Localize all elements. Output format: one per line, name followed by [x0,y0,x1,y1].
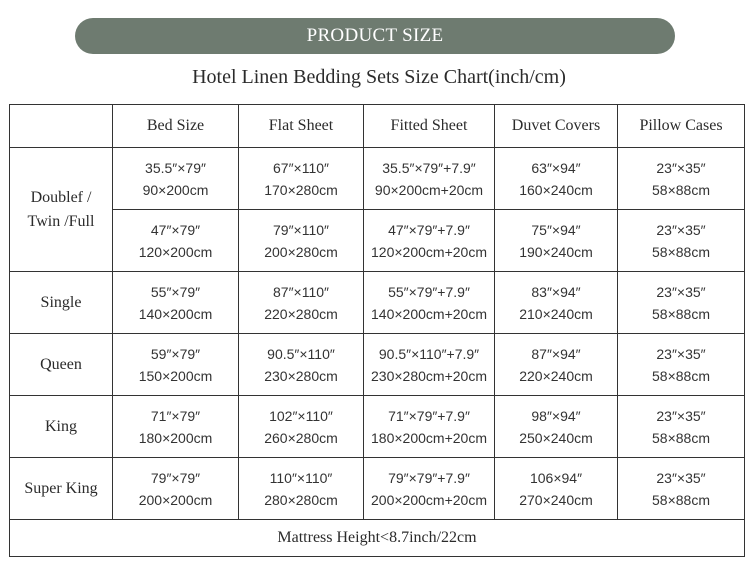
inch-value: 106×94″ [529,469,583,486]
header-duvet-covers: Duvet Covers [495,105,618,148]
bed-size-cell [113,148,239,210]
cm-value: 180×200cm [138,429,213,446]
inch-value: 63″×94″ [531,159,581,176]
pillow-cases-cell [618,210,745,272]
fitted-sheet-cell [364,396,495,458]
table-row [10,396,745,458]
inch-value: 23″×35″ [656,283,706,300]
fitted-sheet-cell [364,458,495,520]
duvet-covers-cell [495,458,618,520]
inch-value: 23″×35″ [656,407,706,424]
pillow-cases-cell [618,396,745,458]
inch-value: 35.5″×79″+7.9″ [382,159,476,176]
header-bed-size: Bed Size [113,105,239,148]
inch-value: 98″×94″ [531,407,581,424]
cm-value: 58×88cm [652,367,710,384]
inch-value: 79″×79″ [150,469,201,486]
inch-value: 79″×79″+7.9″ [388,469,470,486]
flat-sheet-cell [239,458,364,520]
cm-value: 200×200cm [138,491,213,508]
cm-value: 200×280cm [264,243,338,260]
flat-sheet-cell [239,148,364,210]
inch-value: 67″×110″ [273,159,329,176]
cm-value: 58×88cm [652,305,710,322]
cm-value: 270×240cm [519,491,593,508]
cm-value: 160×240cm [519,181,593,198]
cm-value: 58×88cm [652,181,710,198]
row-label-line: Twin /Full [27,212,95,230]
inch-value: 47″×79″ [150,221,201,238]
bed-size-cell [113,272,239,334]
cm-value: 170×280cm [264,181,338,198]
row-label-line: Single [40,293,82,311]
duvet-covers-cell [495,148,618,210]
bed-size-cell [113,396,239,458]
inch-value: 87″×94″ [531,345,581,362]
pillow-cases-cell [618,458,745,520]
fitted-sheet-cell [364,210,495,272]
footer-row [10,520,745,557]
fitted-sheet-cell [364,334,495,396]
flat-sheet-cell [239,210,364,272]
inch-value: 55″×79″+7.9″ [388,283,470,300]
header-corner [10,105,113,148]
table-row [10,272,745,334]
row-label-line: King [45,417,77,435]
inch-value: 23″×35″ [656,469,706,486]
fitted-sheet-cell [364,272,495,334]
inch-value: 90.5″×110″ [267,345,335,362]
cm-value: 280×280cm [264,491,338,508]
row-label [10,458,113,520]
table-row [10,148,745,210]
cm-value: 90×200cm [142,181,209,198]
bed-size-cell [113,334,239,396]
table-row [10,210,745,272]
cm-value: 200×200cm+20cm [371,491,487,508]
inch-value: 90.5″×110″+7.9″ [378,345,480,362]
cm-value: 220×280cm [264,305,338,322]
inch-value: 59″×79″ [150,345,201,362]
duvet-covers-cell [495,272,618,334]
duvet-covers-cell [495,210,618,272]
header-fitted-sheet: Fitted Sheet [364,105,495,148]
cm-value: 120×200cm+20cm [371,243,487,260]
pillow-cases-cell [618,148,745,210]
inch-value: 35.5″×79″ [145,159,206,176]
cm-value: 58×88cm [652,243,710,260]
pillow-cases-cell [618,334,745,396]
inch-value: 47″×79″+7.9″ [388,221,470,238]
row-label [10,148,113,272]
chart-title: Hotel Linen Bedding Sets Size Chart(inch/cm) [192,66,566,88]
table-row [10,334,745,396]
inch-value: 71″×79″+7.9″ [388,407,470,424]
cm-value: 190×240cm [519,243,593,260]
duvet-covers-cell [495,334,618,396]
fitted-sheet-cell [364,148,495,210]
cm-value: 58×88cm [652,491,710,508]
cm-value: 140×200cm [138,305,213,322]
inch-value: 23″×35″ [656,221,706,238]
cm-value: 150×200cm [138,367,213,384]
inch-value: 110″×110″ [269,469,333,486]
inch-value: 102″×110″ [269,407,333,424]
table-row [10,458,745,520]
inch-value: 23″×35″ [656,159,706,176]
inch-value: 75″×94″ [531,221,581,238]
inch-value: 23″×35″ [656,345,706,362]
row-label-line: Super King [24,479,98,497]
inch-value: 55″×79″ [150,283,201,300]
cm-value: 90×200cm+20cm [374,181,484,198]
cm-value: 220×240cm [519,367,593,384]
size-chart-table [9,104,745,557]
row-label [10,396,113,458]
inch-value: 79″×110″ [273,221,329,238]
cm-value: 58×88cm [652,429,710,446]
inch-value: 87″×110″ [273,283,329,300]
bed-size-cell [113,210,239,272]
inch-value: 71″×79″ [150,407,201,424]
flat-sheet-cell [239,334,364,396]
cm-value: 250×240cm [519,429,593,446]
row-label [10,272,113,334]
cm-value: 260×280cm [264,429,338,446]
inch-value: 83″×94″ [531,283,581,300]
mattress-height-note: Mattress Height<8.7inch/22cm [10,520,745,557]
cm-value: 120×200cm [138,243,213,260]
duvet-covers-cell [495,396,618,458]
flat-sheet-cell [239,396,364,458]
header-flat-sheet: Flat Sheet [239,105,364,148]
cm-value: 230×280cm+20cm [371,367,487,384]
cm-value: 140×200cm+20cm [371,305,487,322]
cm-value: 180×200cm+20cm [371,429,487,446]
cm-value: 210×240cm [519,305,593,322]
flat-sheet-cell [239,272,364,334]
header-pillow-cases: Pillow Cases [618,105,745,148]
header-row [10,105,745,148]
row-label [10,334,113,396]
row-label-line: Doublef / [30,188,92,206]
row-label-line: Queen [40,355,82,373]
product-size-banner: PRODUCT SIZE [75,18,675,54]
bed-size-cell [113,458,239,520]
cm-value: 230×280cm [264,367,338,384]
pillow-cases-cell [618,272,745,334]
